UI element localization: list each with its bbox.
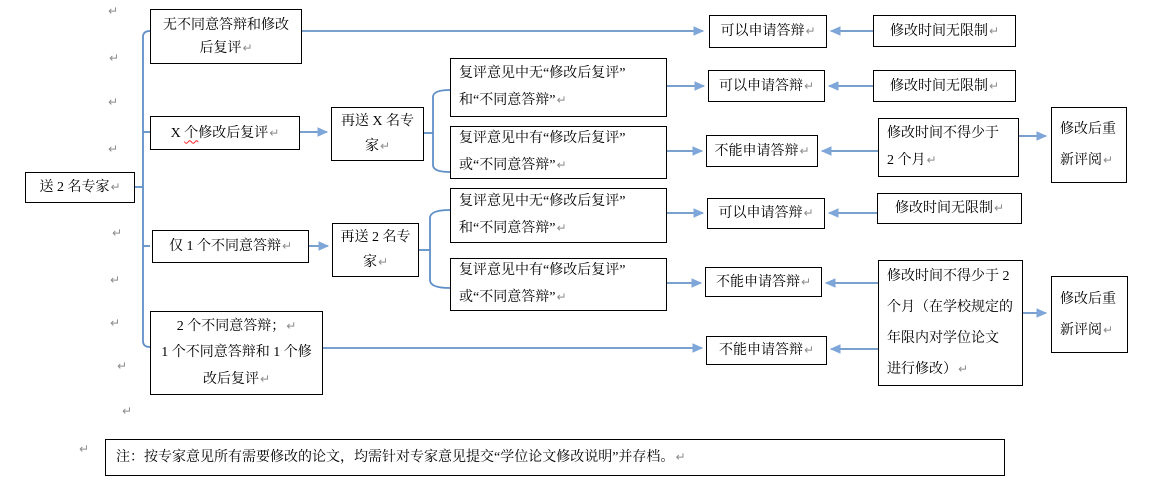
- box-text-line: 不能申请答辩↵: [715, 274, 812, 290]
- pilcrow-icon: ↵: [926, 153, 937, 167]
- box-text-line: 后复评↵: [199, 40, 253, 56]
- box-text-line: 送 2 名专家↵: [39, 180, 121, 195]
- box-text-line: 复评意见中无“修改后复评”: [459, 194, 626, 209]
- pilcrow-icon: ↵: [286, 319, 297, 333]
- box-text-line: 2 个月↵: [887, 153, 937, 168]
- pilcrow-icon: ↵: [803, 78, 815, 93]
- flow-box-send-2-experts: [25, 172, 135, 203]
- box-text-line: 可以申请答辩↵: [718, 78, 815, 94]
- pilcrow-icon: ↵: [109, 51, 120, 65]
- pilcrow-icon: ↵: [988, 78, 1000, 93]
- flow-box-rereview-after-revision-1: [1051, 107, 1127, 183]
- box-text-line: 进行修改）↵: [887, 362, 969, 377]
- pilcrow-icon: ↵: [377, 254, 389, 269]
- box-text-line: 再送 2 名专: [340, 229, 411, 245]
- box-text-line: 修改时间无限制↵: [889, 23, 1000, 39]
- pilcrow-icon: ↵: [556, 221, 567, 235]
- flow-box-can-apply-defense-2: [708, 70, 825, 102]
- pilcrow-icon: ↵: [108, 95, 119, 109]
- box-text-line: 家↵: [362, 254, 389, 270]
- box-text-line: 和“不同意答辩”↵: [459, 221, 567, 236]
- box-text-line: 修改时间无限制↵: [894, 201, 1005, 216]
- pilcrow-icon: ↵: [800, 274, 812, 289]
- box-text-line: 改后复评↵: [202, 372, 271, 387]
- flow-box-min-2-months-detailed: [878, 260, 1023, 386]
- box-text-line: 修改时间不得少于 2: [887, 269, 1010, 284]
- box-text-line: 和“不同意答辩”↵: [459, 93, 567, 108]
- connector-left-bracket: [143, 31, 150, 347]
- pilcrow-icon: ↵: [108, 4, 119, 18]
- pilcrow-icon: ↵: [259, 372, 271, 386]
- box-text-line: 不能申请答辩↵: [718, 343, 815, 358]
- pilcrow-icon: ↵: [79, 442, 90, 456]
- box-text-line: 注：按专家意见所有需要修改的论文，均需针对专家意见提交“学位论文修改说明”并存档。↵: [116, 450, 686, 465]
- pilcrow-icon: ↵: [988, 23, 1000, 38]
- flow-box-resend-2-experts: [332, 223, 419, 277]
- pilcrow-icon: ↵: [379, 138, 391, 153]
- flow-box-no-time-limit-1: [873, 15, 1016, 47]
- pilcrow-icon: ↵: [112, 226, 123, 240]
- box-text-line: 家↵: [364, 138, 391, 154]
- box-text-line: 修改时间无限制↵: [889, 78, 1000, 94]
- pilcrow-icon: ↵: [281, 239, 293, 253]
- pilcrow-icon: ↵: [110, 180, 121, 194]
- flow-box-min-2-months: [878, 118, 1019, 177]
- box-text-line: 再送 X 名专: [340, 113, 415, 129]
- pilcrow-icon: ↵: [108, 142, 119, 156]
- box-text-line: 或“不同意答辩”↵: [459, 158, 567, 173]
- box-text-line: 仅 1 个不同意答辩↵: [168, 239, 293, 254]
- connector-resendx-bracket: [433, 90, 450, 172]
- box-text-line: 可以申请答辩↵: [718, 206, 814, 221]
- flow-box-cannot-apply-defense-3: [706, 336, 827, 365]
- pilcrow-icon: ↵: [958, 362, 969, 376]
- pilcrow-icon: ↵: [1103, 153, 1114, 167]
- pilcrow-icon: ↵: [675, 450, 686, 464]
- pilcrow-icon: ↵: [556, 290, 567, 304]
- pilcrow-icon: ↵: [117, 359, 128, 373]
- box-text-line: 复评意见中有“修改后复评”: [459, 263, 626, 278]
- pilcrow-icon: ↵: [799, 143, 810, 158]
- flow-box-rereview-no-terms-2: [450, 188, 667, 243]
- pilcrow-icon: ↵: [803, 343, 815, 357]
- box-text-line: 新评阅↵: [1060, 322, 1114, 338]
- box-text-line: 不能申请答辩↵: [714, 143, 810, 159]
- flow-box-x-revise-rereview: [150, 116, 300, 150]
- note-box: [105, 439, 1005, 476]
- box-text-line: 修改后重: [1060, 291, 1116, 307]
- flow-box-no-disagree-and-rereview: [150, 9, 302, 64]
- box-text-line: 修改时间不得少于: [887, 126, 999, 141]
- flow-box-rereview-has-terms-1: [450, 126, 667, 179]
- flow-box-cannot-apply-defense-2: [705, 267, 822, 297]
- box-text-line: 复评意见中无“修改后复评”: [459, 66, 626, 81]
- pilcrow-icon: ↵: [993, 201, 1005, 215]
- box-text-line: 复评意见中有“修改后复评”: [459, 131, 626, 146]
- box-text-line: 无不同意答辩和修改: [163, 17, 289, 33]
- pilcrow-icon: ↵: [122, 404, 133, 418]
- pilcrow-icon: ↵: [556, 158, 567, 172]
- flow-box-rereview-has-terms-2: [450, 258, 667, 311]
- pilcrow-icon: ↵: [803, 206, 814, 220]
- flow-box-resend-x-experts: [331, 107, 424, 161]
- flow-box-2-disagree-or-mixed: [150, 311, 323, 395]
- pilcrow-icon: ↵: [556, 93, 567, 107]
- box-text-line: 1 个不同意答辩和 1 个修: [161, 345, 312, 360]
- pilcrow-icon: ↵: [110, 316, 121, 330]
- pilcrow-icon: ↵: [269, 125, 280, 140]
- flow-box-can-apply-defense-3: [707, 198, 825, 229]
- flow-box-cannot-apply-defense-1: [706, 135, 818, 167]
- pilcrow-icon: ↵: [1103, 322, 1114, 337]
- box-text-line: 可以申请答辩↵: [720, 24, 816, 39]
- box-text-line: 新评阅↵: [1060, 153, 1114, 168]
- pilcrow-icon: ↵: [805, 24, 816, 38]
- box-text-line: 2 个不同意答辩；↵: [176, 319, 297, 334]
- flow-box-no-time-limit-3: [877, 193, 1022, 224]
- box-text-line: 个月（在学校规定的: [887, 300, 1013, 315]
- box-text-line: X 个修改后复评↵: [170, 125, 280, 141]
- pilcrow-icon: ↵: [110, 273, 121, 287]
- flow-box-no-time-limit-2: [873, 70, 1016, 102]
- pilcrow-icon: ↵: [242, 40, 253, 55]
- connector-resend2-bracket: [430, 210, 450, 288]
- box-text-line: 修改后重: [1060, 122, 1116, 137]
- box-text-line: 或“不同意答辩”↵: [459, 290, 567, 305]
- spellcheck-underline: 个: [184, 125, 199, 141]
- flow-box-rereview-after-revision-2: [1051, 276, 1128, 353]
- flow-box-only-1-disagree: [152, 230, 309, 263]
- flow-box-can-apply-defense-1: [709, 15, 827, 48]
- flow-box-rereview-no-terms-1: [450, 58, 667, 117]
- box-text-line: 年限内对学位论文: [887, 331, 999, 346]
